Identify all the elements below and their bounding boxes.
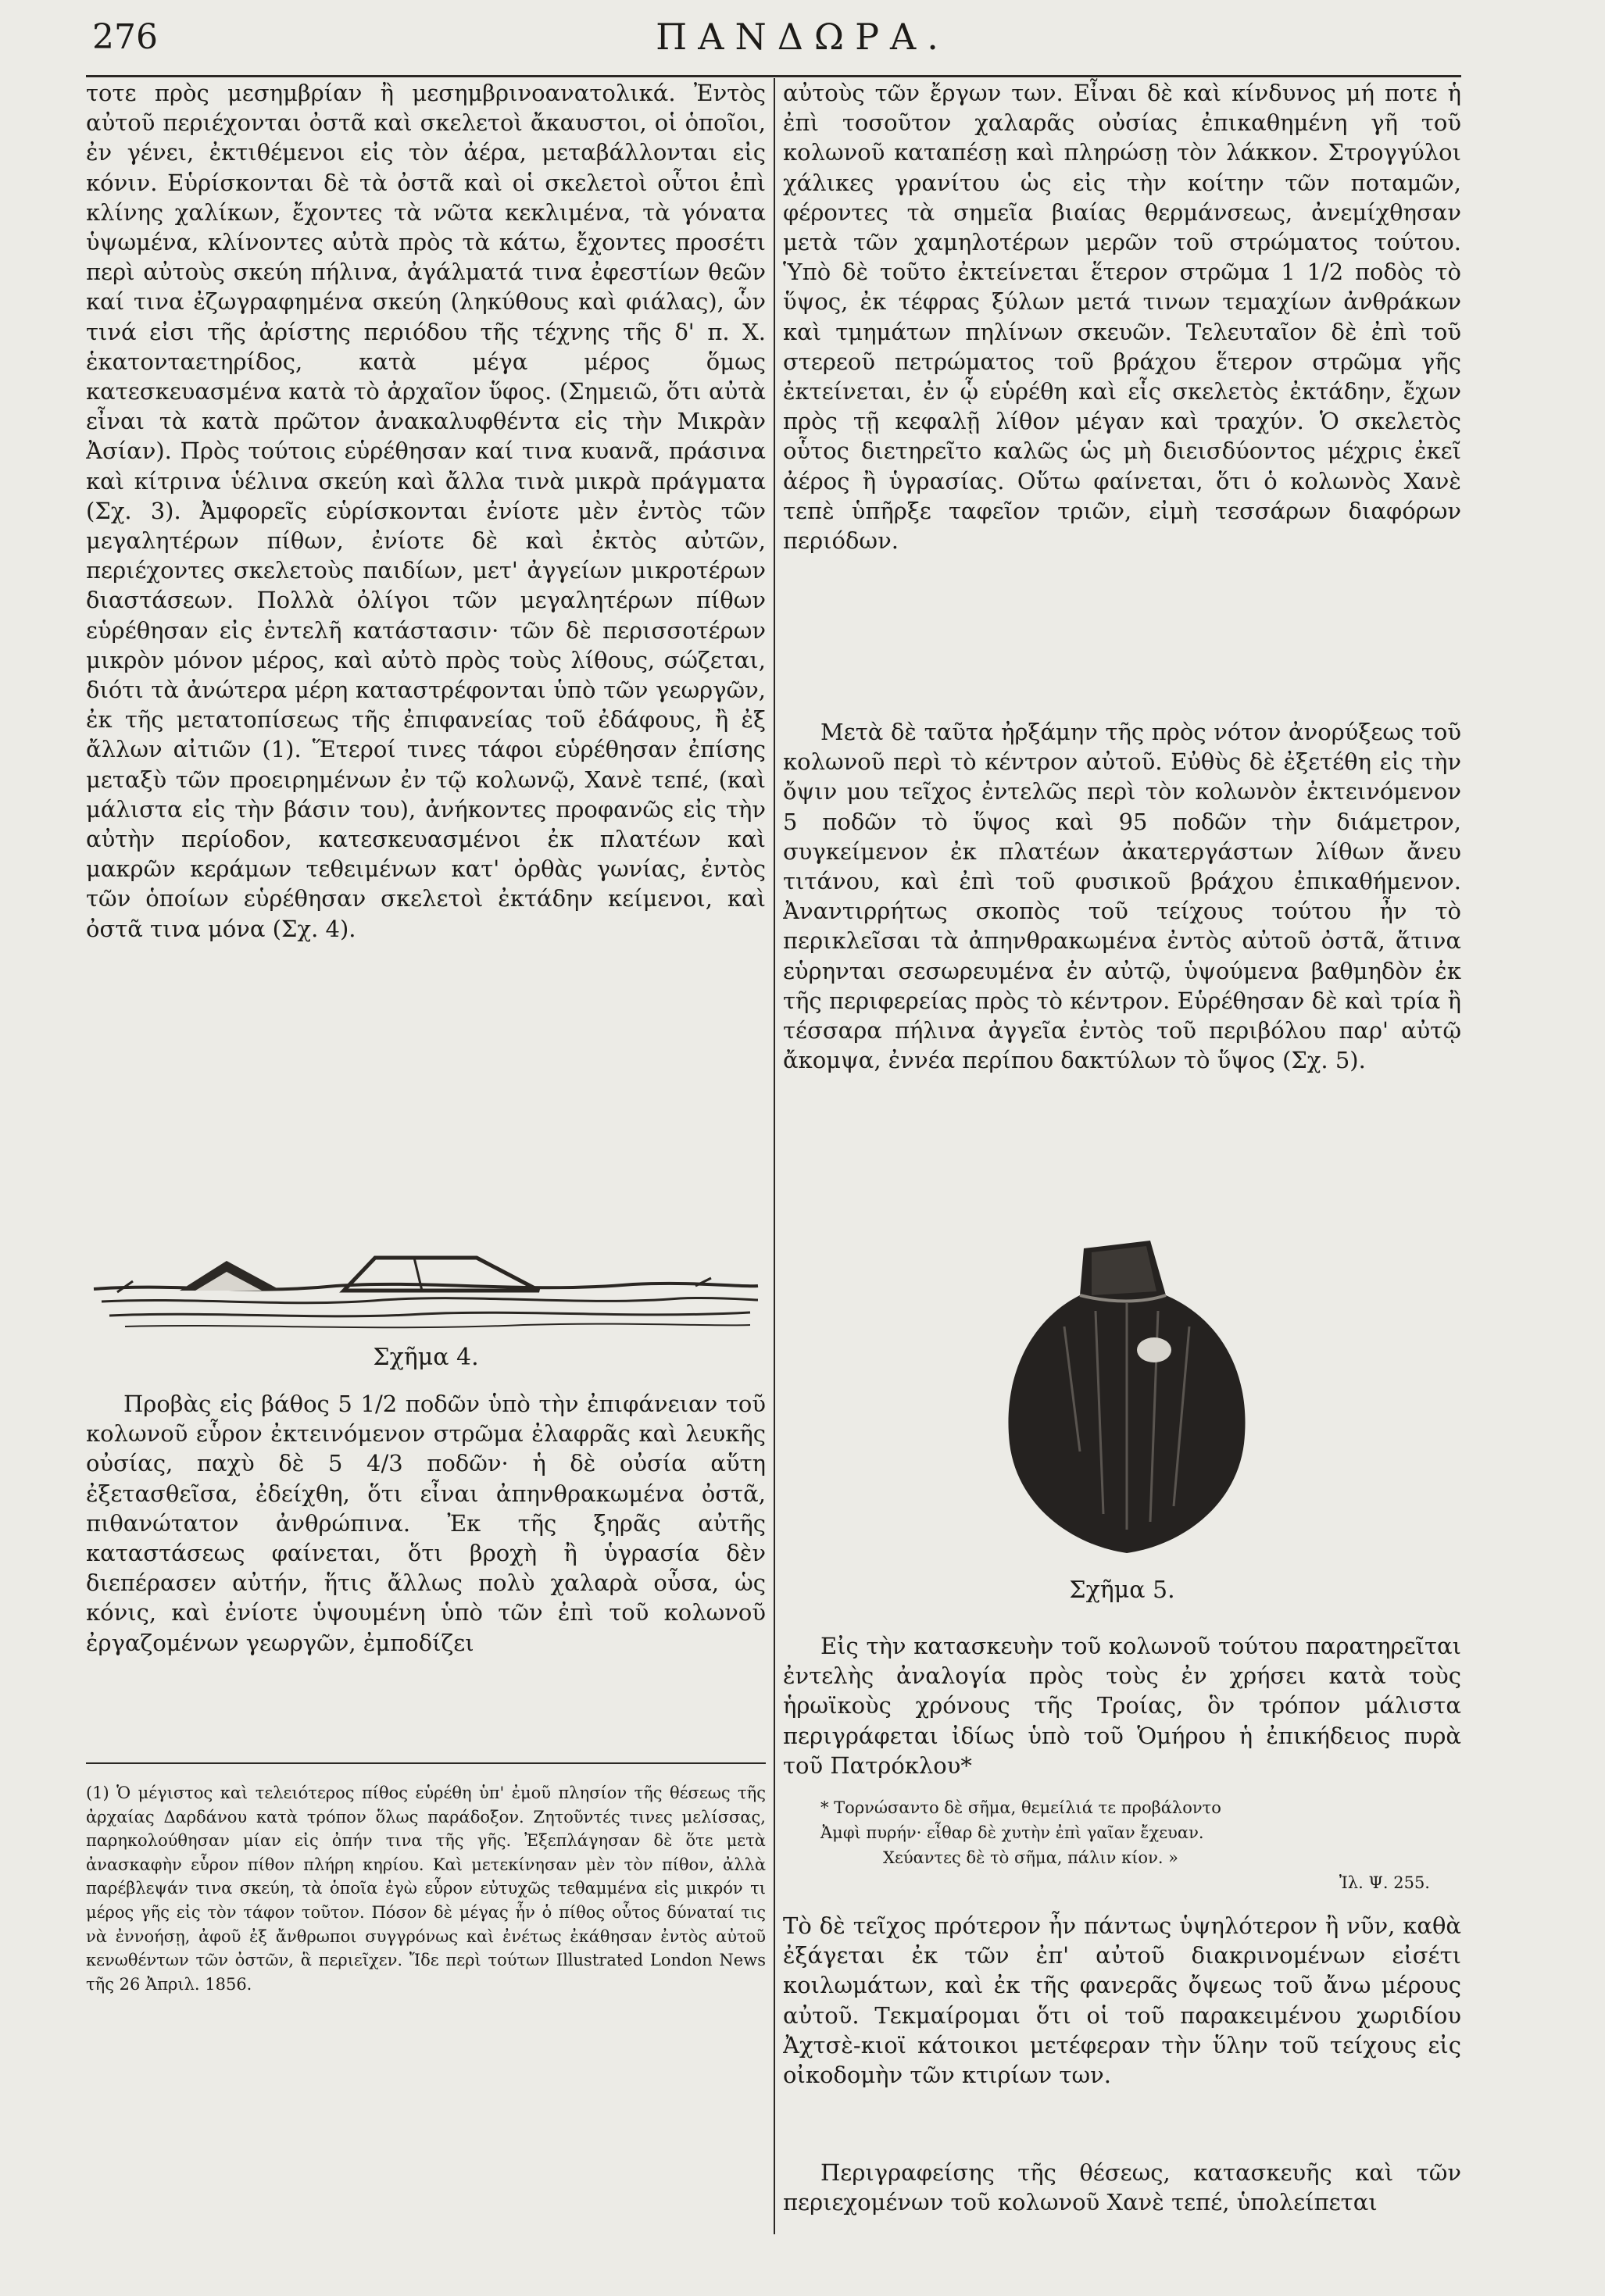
figure-5 — [783, 1217, 1461, 1631]
quote-line: Χεύαντες δὲ τὸ σῆμα, πάλιν κίον. » — [883, 1848, 1179, 1867]
quote-line: * Τορνώσαντο δὲ σῆμα, θεμείλιά τε προβάλοντο — [820, 1798, 1221, 1817]
quote-line: Ἀμφὶ πυρήν· εἶθαρ δὲ χυτὴν ἐπὶ γαῖαν ἔχευαν. — [820, 1823, 1204, 1842]
left-column — [86, 78, 766, 2023]
figure-4 — [86, 1234, 766, 1375]
footnote-rule — [86, 1762, 766, 1764]
running-head: ΠΑΝΔΩΡΑ. — [656, 16, 949, 58]
body-paragraph: Προβὰς εἰς βάθος 5 1/2 ποδῶν ὑπὸ τὴν ἐπιφάνειαν τοῦ κολωνοῦ εὗρον ἐκτεινόμενον στρῶμα ἐλαφρᾶς καὶ λευκῆς οὐσίας, παχὺ δὲ 5 4/3 ποδῶν· ἡ δὲ οὐσία αὕτη ἐξετασθεῖσα, ἐδείχθη, ὅτι εἶναι ἀπηνθρακωμένα ὀστᾶ, πιθανώτατον ἀνθρώπινα. Ἐκ τῆς ξηρᾶς αὐτῆς καταστάσεως φαίνεται, ὅτι βροχὴ ἢ ὑγρασία δὲν διεπέρασεν αὐτήν, ἥτις ἄλλως πολὺ χαλαρὰ οὖσα, ὡς κόνις, καὶ ἐνίοτε ὑψουμένη ὑπὸ τῶν ἐπὶ τοῦ κολωνοῦ ἐργαζομένων γεωργῶν, ἐμποδίζει — [86, 1391, 766, 1656]
homer-quotation — [783, 1795, 1461, 1895]
right-column — [783, 78, 1461, 2220]
quote-reference: Ἰλ. Ψ. 255. — [1339, 1873, 1430, 1892]
tomb-illustration — [86, 1234, 766, 1344]
column-divider — [774, 78, 775, 2234]
body-paragraph: τοτε πρὸς μεσημβρίαν ἢ μεσημβρινοανατολικά. Ἐντὸς αὐτοῦ περιέχονται ὀστᾶ καὶ σκελετοὶ ἄκαυστοι, οἱ ὁποῖοι, ἐν γένει, ἐκτιθέμενοι εἰς τὸν ἀέρα, μεταβάλλονται εἰς κόνιν. Εὑρίσκονται δὲ τὰ ὀστᾶ καὶ οἱ σκελετοὶ οὗτοι ἐπὶ κλίνης χαλίκων, ἔχοντες τὰ νῶτα κεκλιμένα, τὰ γόνατα ὑψωμένα, κλίνοντες αὐτὰ πρὸς τὰ κάτω, ἔχοντες προσέτι περὶ αὐτοὺς σκεύη πήλινα, ἀγάλματά τινα ἐφεστίων θεῶν καί τινα ἐζωγραφημένα σκεύη (ληκύθους καὶ φιάλας), ὧν τινά εἰσι τῆς ἀρίστης περιόδου τῆς τέχνης τῆς δ' π. Χ. ἑκατονταετηρίδος, κατὰ μέγα μέρος ὅμως κατεσκευασμένα κατὰ τὸ ἀρχαῖον ὕφος. (Σημειῶ, ὅτι αὐτὰ εἶναι τὰ κατὰ πρῶτον ἀνακαλυφθέντα εἰς τὴν Μικρὰν Ἀσίαν). Πρὸς τούτοις εὑρέθησαν καί τινα κυανᾶ, πράσινα καὶ κίτρινα ὑέλινα σκεύη καὶ ἄλλα τινὰ μικρὰ πράγματα (Σχ. 3). Ἀμφορεῖς εὑρίσκονται ἐνίοτε μὲν ἐντὸς τῶν μεγαλητέρων πίθων, ἐνίοτε δὲ καὶ ἐκτὸς αὐτῶν, περιέχοντες σκελετοὺς παιδίων, μετ' ἀγγείων μικροτέρων διαστάσεων. Πολλὰ ὀλίγοι τῶν μεγαλητέρων πίθων εὑρέθησαν εἰς ἐντελῆ κατάστασιν· τῶν δὲ περισσοτέρων μικρὸν μόνον μέρος, καὶ αὐτὸ πρὸς τοὺς λίθους, σώζεται, διότι τὰ ἀνώτερα μέρη καταστρέφονται ὑπὸ τῶν γεωργῶν, ἐκ τῆς μετατοπίσεως τῆς ἐπιφανείας τοῦ ἐδάφους, ἢ ἐξ ἄλλων αἰτιῶν (1). Ἕτεροί τινες τάφοι εὑρέθησαν ἐπίσης μεταξὺ τῶν προειρημένων ἐν τῷ κολωνῷ, Χανὲ τεπέ, (καὶ μάλιστα εἰς τὴν βάσιν του), ἀνήκοντες προφανῶς εἰς τὴν αὐτὴν περίοδον, κατεσκευασμένοι ἐκ πλατέων καὶ μακρῶν κεράμων τεθειμένων κατ' ὀρθὰς γωνίας, ἐντὸς τῶν ὁποίων εὑρέθησαν σκελετοὶ ἐκτάδην κείμενοι, καὶ ὀστᾶ τινα μόνα (Σχ. 4). — [86, 80, 766, 942]
body-paragraph: Τὸ δὲ τεῖχος πρότερον ἦν πάντως ὑψηλότερον ἢ νῦν, καθὰ ἐξάγεται ἐκ τῶν ἐπ' αὐτοῦ διακρινομένων εἰσέτι κοιλωμάτων, καὶ ἐκ τῆς φανερᾶς ὄψεως τοῦ ἄνω μέρους αὐτοῦ. Τεκμαίρομαι ὅτι οἱ τοῦ παρακειμένου χωριδίου Ἀχτσὲ-κιοϊ κάτοικοι μετέφεραν τὴν ὕλην τοῦ τείχους εἰς οἰκοδομὴν τῶν κτιρίων των. — [783, 1912, 1461, 2089]
figure-4-caption: Σχῆμα 4. — [373, 1344, 479, 1371]
page-number: 276 — [92, 17, 158, 57]
page-header — [0, 0, 1605, 78]
footnote: (1) Ὁ μέγιστος καὶ τελειότερος πίθος εὑρέθη ὑπ' ἐμοῦ πλησίον τῆς θέσεως τῆς ἀρχαίας Δαρδάνου κατὰ τρόπον ὅλως παράδοξον. Ζητοῦντές τινες μελίσσας, παρηκολούθησαν μίαν εἰς ὀπήν τινα τῆς γῆς. Ἐξεπλάγησαν δὲ ὅτε μετὰ ἀνασκαφὴν εὗρον πίθον πλήρη κηρίου. Καὶ μετεκίνησαν μὲν τὸν πίθον, ἀλλὰ παρέβλεψάν τινα σκεύη, τὰ ὁποῖα ἐγὼ εὗρον εὐτυχῶς τεθαμμένα εἰς μικρόν τι μέρος γῆς εἰς τὸν τάφον τοῦτον. Πόσον δὲ μέγας ἦν ὁ πίθος οὗτος δύναταί τις νὰ ἐννοήσῃ, ἀφοῦ ἐξ ἄνθρωποι συγγρόνως καὶ ἐνέτως ἐκάθησαν ἐντὸς αὐτοῦ κενωθέντων τῶν ὀστῶν, ἃ περιεῖχεν. Ἴδε περὶ τούτων Illustrated London News τῆς 26 Ἀπριλ. 1856. — [86, 1784, 766, 1994]
body-paragraph: Εἰς τὴν κατασκευὴν τοῦ κολωνοῦ τούτου παρατηρεῖται ἐντελὴς ἀναλογία πρὸς τοὺς ἐν χρήσει κατὰ τοὺς ἡρωϊκοὺς χρόνους τῆς Τροίας, ὃν τρόπον μάλιστα περιγράφεται ἰδίως ὑπὸ τοῦ Ὁμήρου ἡ ἐπικήδειος πυρὰ τοῦ Πατρόκλου* — [783, 1633, 1461, 1779]
vessel-illustration — [783, 1217, 1461, 1569]
header-rule — [86, 75, 1461, 77]
body-paragraph: Μετὰ δὲ ταῦτα ἠρξάμην τῆς πρὸς νότον ἀνορύξεως τοῦ κολωνοῦ περὶ τὸ κέντρον αὐτοῦ. Εὐθὺς δὲ ἐξετέθη εἰς τὴν ὄψιν μου τεῖχος ἐντελῶς περὶ τὸν κολωνὸν ἐκτεινόμενον 5 ποδῶν τὸ ὕψος καὶ 95 ποδῶν τὴν διάμετρον, συγκείμενον ἐκ πλατέων ἀκατεργάστων λίθων ἄνευ τιτάνου, καὶ ἐπὶ τοῦ φυσικοῦ βράχου ἐπικαθήμενον. Ἀναντιρρήτως σκοπὸς τοῦ τείχους τούτου ἦν τὸ περικλεῖσαι τὰ ἀπηνθρακωμένα ἐντὸς αὐτοῦ ὀστᾶ, ἅτινα εὑρηνται σεσωρευμένα ἐν αὐτῷ, ὑψούμενα βαθμηδὸν ἐκ τῆς περιφερείας πρὸς τὸ κέντρον. Εὑρέθησαν δὲ καὶ τρία ἢ τέσσαρα πήλινα ἀγγεῖα ἐντὸς τοῦ περιβόλου παρ' αὐτῷ ἄκομψα, ἐννέα περίπου δακτύλων τὸ ὕψος (Σχ. 5). — [783, 719, 1461, 1074]
body-paragraph: Περιγραφείσης τῆς θέσεως, κατασκευῆς καὶ τῶν περιεχομένων τοῦ κολωνοῦ Χανὲ τεπέ, ὑπολείπεται — [783, 2159, 1461, 2216]
body-paragraph: αὐτοὺς τῶν ἔργων των. Εἶναι δὲ καὶ κίνδυνος μή ποτε ἡ ἐπὶ τοσοῦτον χαλαρᾶς οὐσίας ἐπικαθημένη γῆ τοῦ κολωνοῦ καταπέσῃ καὶ πληρώσῃ τὸν λάκκον. Στρογγύλοι χάλικες γρανίτου ὡς εἰς τὴν κοίτην τῶν ποταμῶν, φέροντες τὰ σημεῖα βιαίας θερμάνσεως, ἀνεμίχθησαν μετὰ τῶν χαμηλοτέρων μερῶν τοῦ στρώματος τούτου. Ὑπὸ δὲ τοῦτο ἐκτείνεται ἕτερον στρῶμα 1 1/2 ποδὸς τὸ ὕψος, ἐκ τέφρας ξύλων μετά τινων τεμαχίων ἀνθράκων καὶ τμημάτων πηλίνων σκευῶν. Τελευταῖον δὲ ἐπὶ τοῦ στερεοῦ πετρώματος τοῦ βράχου ἕτερον στρῶμα γῆς ἐκτείνεται, ἐν ᾧ εὑρέθη καὶ εἷς σκελετὸς ἐκτάδην, ἔχων πρὸς τῇ κεφαλῇ λίθον μέγαν καὶ τραχύν. Ὁ σκελετὸς οὗτος διετηρεῖτο καλῶς ὡς μὴ διεισδύοντος μέχρις ἐκεῖ ἀέρος ἢ ὑγρασίας. Οὕτω φαίνεται, ὅτι ὁ κολωνὸς Χανὲ τεπὲ ὑπῆρξε ταφεῖον τριῶν, εἰμὴ τεσσάρων διαφόρων περιόδων. — [783, 80, 1461, 555]
figure-5-caption: Σχῆμα 5. — [1069, 1576, 1175, 1604]
